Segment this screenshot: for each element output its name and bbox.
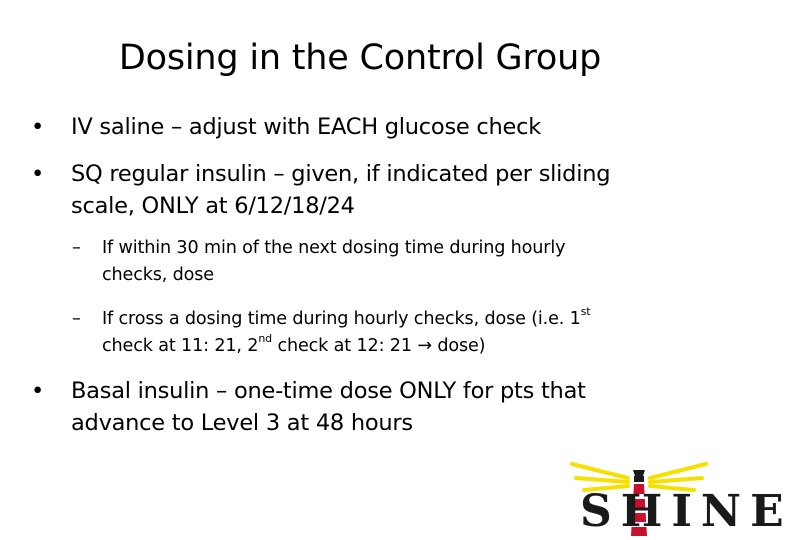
bullet-sq-insulin [31, 158, 611, 222]
bullet-text-line2: advance to Level 3 at 48 hours [71, 410, 413, 436]
sub-bullet-line1-text: If cross a dosing time during hourly checks, dose (i.e. 1 [102, 309, 581, 329]
sub-bullet-line1: If within 30 min of the next dosing time during hourly [102, 238, 566, 258]
bullet-dot: • [31, 161, 45, 187]
slide-title: Dosing in the Control Group [118, 38, 602, 78]
superscript-nd: nd [258, 332, 273, 346]
bullet-text-line2: scale, ONLY at 6/12/18/24 [71, 193, 355, 219]
sub-bullet-line2-text-c: dose) [431, 336, 486, 356]
superscript-st: st [580, 305, 591, 319]
bullet-text: IV saline – adjust with EACH glucose check [71, 114, 542, 140]
sub-bullet-line2-text-a: check at 11: 21, 2 [102, 336, 259, 356]
bullet-text-line1: Basal insulin – one-time dose ONLY for pts that [71, 378, 586, 404]
bullet-text-line1: SQ regular insulin – given, if indicated per sliding [71, 161, 611, 187]
sub-bullet-dash: – [72, 238, 81, 258]
sub-bullet-line1 [102, 306, 590, 333]
bullet-iv-saline [31, 111, 542, 143]
shine-logo-text: SHINE [580, 486, 793, 537]
bullet-dot: • [31, 114, 45, 140]
sub-bullet-within-30-min [72, 235, 566, 289]
sub-bullet-cross-dosing-time [72, 305, 591, 360]
bullet-dot: • [31, 378, 45, 404]
arrow-right-icon: → [417, 336, 432, 356]
sub-bullet-dash: – [72, 309, 81, 329]
sub-bullet-line2: checks, dose [102, 265, 214, 285]
sub-bullet-line2 [102, 333, 590, 360]
bullet-basal-insulin [31, 375, 586, 439]
sub-bullet-line2-text-b: check at 12: 21 [272, 336, 418, 356]
